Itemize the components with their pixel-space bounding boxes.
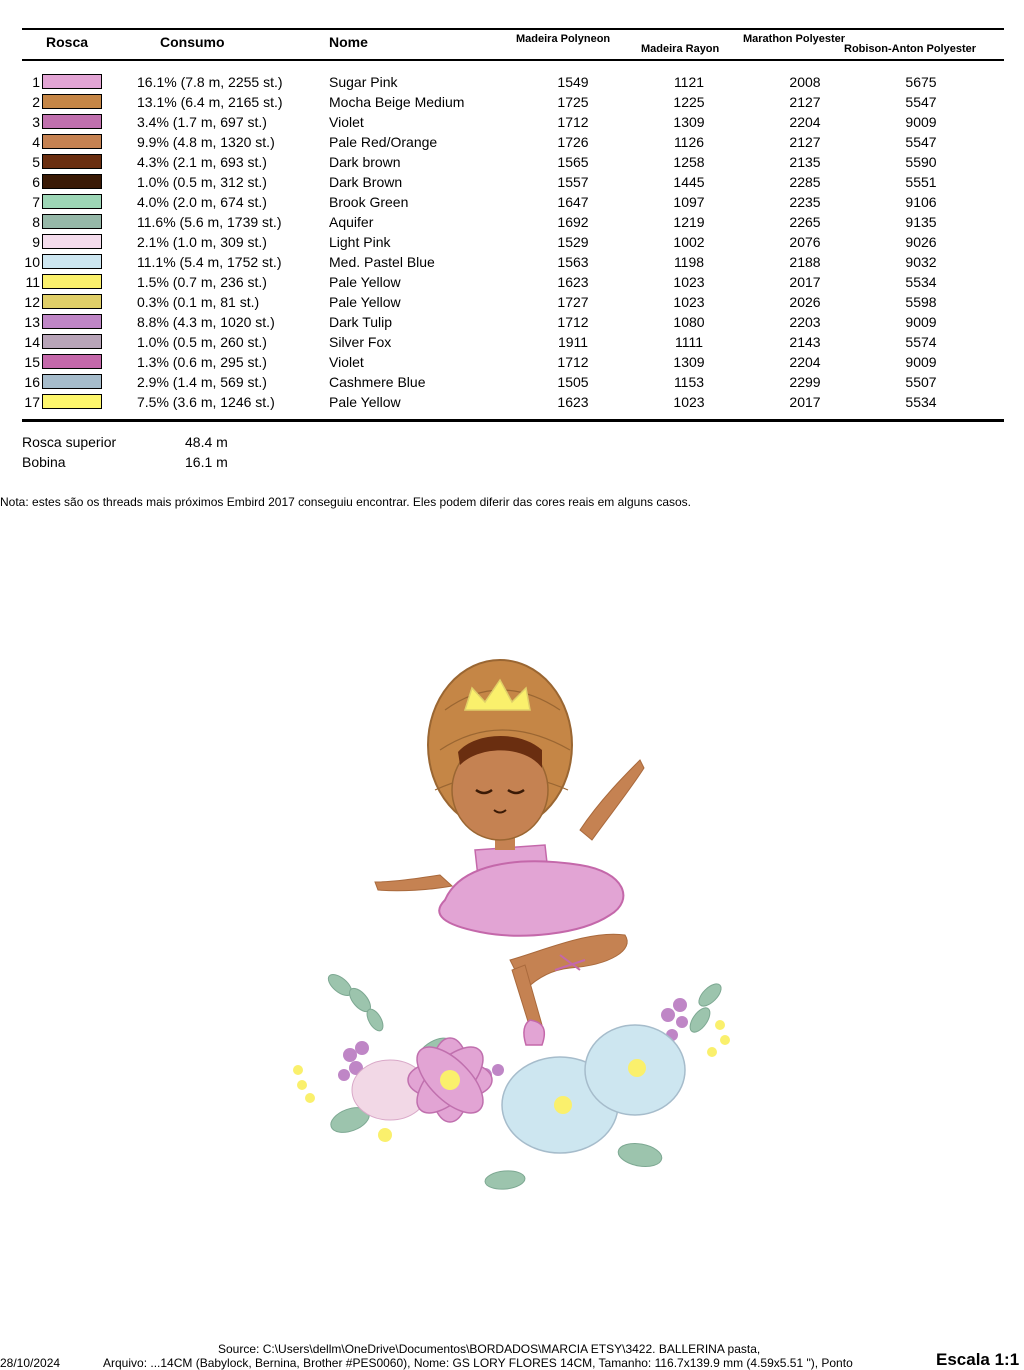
thread-name-cell: Light Pink xyxy=(329,234,391,250)
thread-name-cell: Silver Fox xyxy=(329,334,392,350)
thread-number: 10 xyxy=(24,254,40,270)
header-madeira-rayon: Madeira Rayon xyxy=(641,43,720,55)
color-swatch xyxy=(42,234,102,249)
marathon-cell: 2265 xyxy=(789,214,821,230)
thread-name-cell: Violet xyxy=(329,114,364,130)
marathon-cell: 2017 xyxy=(789,274,821,290)
madeira-rayon-cell: 1258 xyxy=(673,154,705,170)
table-row xyxy=(0,392,1024,412)
thread-number: 9 xyxy=(32,234,40,250)
footer-scale: Escala 1:1 xyxy=(936,1350,1020,1369)
color-swatch xyxy=(42,354,102,369)
madeira-polyneon-cell: 1563 xyxy=(557,254,589,270)
madeira-polyneon-cell: 1712 xyxy=(557,354,589,370)
consumo-cell: 4.3% (2.1 m, 693 st.) xyxy=(137,154,267,170)
marathon-cell: 2143 xyxy=(789,334,821,350)
robison-cell: 5675 xyxy=(905,74,937,90)
thread-number: 2 xyxy=(32,94,40,110)
marathon-cell: 2135 xyxy=(789,154,821,170)
color-swatch xyxy=(42,154,102,169)
robison-cell: 5574 xyxy=(905,334,937,350)
color-swatch xyxy=(42,374,102,389)
madeira-polyneon-cell: 1726 xyxy=(557,134,589,150)
madeira-polyneon-cell: 1623 xyxy=(557,394,589,410)
robison-cell: 9135 xyxy=(905,214,937,230)
color-swatch xyxy=(42,394,102,409)
color-swatch xyxy=(42,274,102,289)
table-row xyxy=(0,192,1024,212)
header-madeira-polyneon: Madeira Polyneon xyxy=(516,33,611,45)
rosca-superior-value: 48.4 m xyxy=(185,434,228,450)
madeira-polyneon-cell: 1529 xyxy=(557,234,589,250)
ballerina-embroidery-image xyxy=(280,650,750,1210)
consumo-cell: 0.3% (0.1 m, 81 st.) xyxy=(137,294,260,310)
robison-cell: 5551 xyxy=(905,174,937,190)
thread-name-cell: Dark Brown xyxy=(329,174,403,190)
thread-number: 11 xyxy=(25,274,40,290)
robison-cell: 5547 xyxy=(905,94,937,110)
consumo-cell: 2.9% (1.4 m, 569 st.) xyxy=(137,374,267,390)
robison-cell: 5507 xyxy=(905,374,937,390)
color-swatch xyxy=(42,94,102,109)
marathon-cell: 2026 xyxy=(789,294,821,310)
color-swatch xyxy=(42,214,102,229)
top-rule xyxy=(22,28,1004,30)
table-row xyxy=(0,112,1024,132)
madeira-rayon-cell: 1198 xyxy=(673,254,705,270)
table-row xyxy=(0,272,1024,292)
consumo-cell: 11.6% (5.6 m, 1739 st.) xyxy=(137,214,282,230)
consumo-cell: 9.9% (4.8 m, 1320 st.) xyxy=(137,134,275,150)
madeira-rayon-cell: 1111 xyxy=(674,334,704,350)
madeira-rayon-cell: 1225 xyxy=(673,94,705,110)
thread-number: 4 xyxy=(32,134,40,150)
consumo-cell: 2.1% (1.0 m, 309 st.) xyxy=(137,234,267,250)
color-swatch xyxy=(42,194,102,209)
thread-name-cell: Sugar Pink xyxy=(329,74,398,90)
thread-name-cell: Dark brown xyxy=(329,154,401,170)
thread-number: 14 xyxy=(24,334,40,350)
table-row xyxy=(0,332,1024,352)
table-row xyxy=(0,212,1024,232)
footer-source: Source: C:\Users\dellm\OneDrive\Documentos\BORDADOS\MARCIA ETSY\3422. BALLERINA pasta, xyxy=(218,1342,761,1356)
madeira-rayon-cell: 1309 xyxy=(673,354,705,370)
footer-file-info: Arquivo: ...14CM (Babylock, Bernina, Brother #PES0060), Nome: GS LORY FLORES 14CM, Tamanho: 116.7x139.9 mm (4.59x5.51 "), Ponto xyxy=(103,1356,853,1370)
consumo-cell: 4.0% (2.0 m, 674 st.) xyxy=(137,194,267,210)
robison-cell: 5534 xyxy=(905,274,937,290)
header-marathon: Marathon Polyester xyxy=(743,33,846,45)
table-row xyxy=(0,352,1024,372)
consumo-cell: 8.8% (4.3 m, 1020 st.) xyxy=(137,314,275,330)
color-swatch xyxy=(42,174,102,189)
robison-cell: 9009 xyxy=(905,314,937,330)
marathon-cell: 2299 xyxy=(789,374,821,390)
madeira-rayon-cell: 1023 xyxy=(673,294,705,310)
madeira-polyneon-cell: 1623 xyxy=(557,274,589,290)
consumo-cell: 1.5% (0.7 m, 236 st.) xyxy=(137,274,267,290)
color-swatch xyxy=(42,254,102,269)
thread-number: 1 xyxy=(32,74,40,90)
consumo-cell: 1.0% (0.5 m, 260 st.) xyxy=(137,334,267,350)
table-row xyxy=(0,252,1024,272)
consumo-cell: 1.3% (0.6 m, 295 st.) xyxy=(137,354,267,370)
madeira-rayon-cell: 1219 xyxy=(673,214,705,230)
table-row xyxy=(0,292,1024,312)
color-swatch xyxy=(42,134,102,149)
marathon-cell: 2204 xyxy=(789,114,821,130)
color-swatch xyxy=(42,74,102,89)
madeira-polyneon-cell: 1712 xyxy=(557,314,589,330)
thread-number: 16 xyxy=(24,374,40,390)
robison-cell: 9026 xyxy=(905,234,937,250)
madeira-rayon-cell: 1080 xyxy=(673,314,705,330)
header-nome: Nome xyxy=(329,34,368,50)
color-swatch xyxy=(42,314,102,329)
thread-number: 15 xyxy=(24,354,40,370)
madeira-rayon-cell: 1309 xyxy=(673,114,705,130)
thread-name-cell: Pale Red/Orange xyxy=(329,134,438,150)
consumo-cell: 16.1% (7.8 m, 2255 st.) xyxy=(137,74,283,90)
consumo-cell: 1.0% (0.5 m, 312 st.) xyxy=(137,174,267,190)
madeira-rayon-cell: 1097 xyxy=(673,194,705,210)
marathon-cell: 2127 xyxy=(789,94,821,110)
thread-number: 13 xyxy=(24,314,40,330)
madeira-polyneon-cell: 1727 xyxy=(557,294,589,310)
madeira-polyneon-cell: 1557 xyxy=(557,174,589,190)
marathon-cell: 2203 xyxy=(789,314,821,330)
table-row xyxy=(0,372,1024,392)
robison-cell: 5598 xyxy=(905,294,937,310)
robison-cell: 9032 xyxy=(905,254,937,270)
madeira-polyneon-cell: 1911 xyxy=(557,334,589,350)
bobina-label: Bobina xyxy=(22,454,66,470)
madeira-rayon-cell: 1121 xyxy=(673,74,705,90)
madeira-rayon-cell: 1002 xyxy=(673,234,705,250)
thread-number: 8 xyxy=(32,214,40,230)
robison-cell: 5590 xyxy=(905,154,937,170)
marathon-cell: 2076 xyxy=(789,234,821,250)
thread-number: 12 xyxy=(24,294,40,310)
consumo-cell: 11.1% (5.4 m, 1752 st.) xyxy=(137,254,282,270)
header-robison: Robison-Anton Polyester xyxy=(844,43,977,55)
table-header xyxy=(0,0,1024,64)
marathon-cell: 2235 xyxy=(789,194,821,210)
madeira-polyneon-cell: 1692 xyxy=(557,214,589,230)
madeira-rayon-cell: 1023 xyxy=(673,274,705,290)
madeira-rayon-cell: 1153 xyxy=(673,374,705,390)
madeira-rayon-cell: 1023 xyxy=(673,394,705,410)
marathon-cell: 2017 xyxy=(789,394,821,410)
consumo-cell: 7.5% (3.6 m, 1246 st.) xyxy=(137,394,275,410)
robison-cell: 9106 xyxy=(905,194,937,210)
thread-name-cell: Pale Yellow xyxy=(329,294,401,310)
footer-date: 28/10/2024 xyxy=(0,1356,61,1370)
robison-cell: 9009 xyxy=(905,114,937,130)
madeira-polyneon-cell: 1505 xyxy=(557,374,589,390)
thread-name-cell: Pale Yellow xyxy=(329,274,401,290)
table-row xyxy=(0,132,1024,152)
thread-name-cell: Violet xyxy=(329,354,364,370)
robison-cell: 9009 xyxy=(905,354,937,370)
bobina-value: 16.1 m xyxy=(185,454,228,470)
marathon-cell: 2285 xyxy=(789,174,821,190)
table-row xyxy=(0,92,1024,112)
thread-number: 7 xyxy=(32,194,40,210)
header-rule xyxy=(22,59,1004,61)
color-swatch xyxy=(42,114,102,129)
thread-name-cell: Cashmere Blue xyxy=(329,374,426,390)
thread-name-cell: Mocha Beige Medium xyxy=(329,94,465,110)
thread-number: 3 xyxy=(32,114,40,130)
table-row xyxy=(0,72,1024,92)
consumo-cell: 3.4% (1.7 m, 697 st.) xyxy=(137,114,267,130)
note-text: Nota: estes são os threads mais próximos Embird 2017 conseguiu encontrar. Eles podem diferir das cores reais em alguns casos. xyxy=(0,495,692,509)
madeira-polyneon-cell: 1565 xyxy=(557,154,589,170)
thread-name-cell: Med. Pastel Blue xyxy=(329,254,435,270)
table-row xyxy=(0,172,1024,192)
header-rosca: Rosca xyxy=(46,34,89,50)
robison-cell: 5547 xyxy=(905,134,937,150)
table-row xyxy=(0,152,1024,172)
marathon-cell: 2008 xyxy=(789,74,821,90)
thread-name-cell: Dark Tulip xyxy=(329,314,393,330)
madeira-polyneon-cell: 1725 xyxy=(557,94,589,110)
bottom-rule xyxy=(22,419,1004,422)
color-swatch xyxy=(42,334,102,349)
thread-number: 5 xyxy=(32,154,40,170)
header-consumo: Consumo xyxy=(160,34,225,50)
thread-name-cell: Brook Green xyxy=(329,194,409,210)
marathon-cell: 2188 xyxy=(789,254,821,270)
robison-cell: 5534 xyxy=(905,394,937,410)
madeira-rayon-cell: 1445 xyxy=(673,174,705,190)
madeira-polyneon-cell: 1712 xyxy=(557,114,589,130)
color-swatch xyxy=(42,294,102,309)
madeira-polyneon-cell: 1647 xyxy=(557,194,589,210)
thread-number: 17 xyxy=(24,394,40,410)
thread-name-cell: Aquifer xyxy=(329,214,374,230)
thread-name-cell: Pale Yellow xyxy=(329,394,401,410)
table-row xyxy=(0,312,1024,332)
thread-number: 6 xyxy=(32,174,40,190)
rosca-superior-label: Rosca superior xyxy=(22,434,117,450)
marathon-cell: 2127 xyxy=(789,134,821,150)
marathon-cell: 2204 xyxy=(789,354,821,370)
table-row xyxy=(0,232,1024,252)
consumo-cell: 13.1% (6.4 m, 2165 st.) xyxy=(137,94,283,110)
madeira-polyneon-cell: 1549 xyxy=(557,74,589,90)
madeira-rayon-cell: 1126 xyxy=(673,134,705,150)
